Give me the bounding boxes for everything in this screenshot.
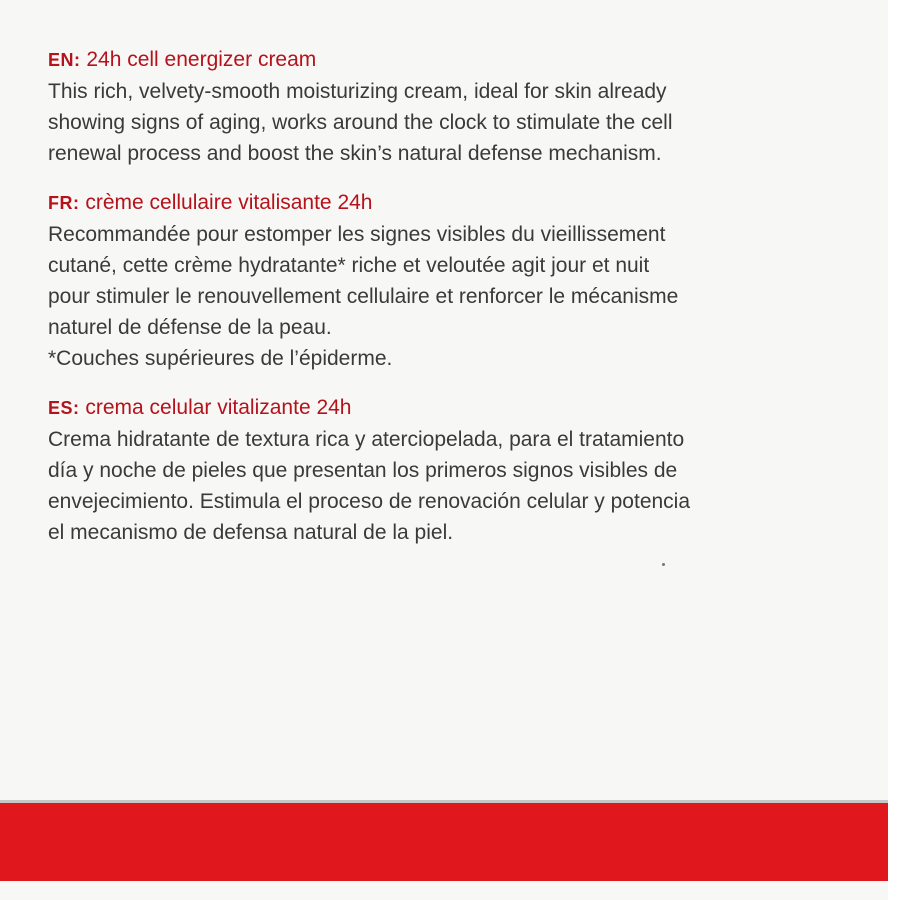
product-title-es: crema celular vitalizante 24h (85, 396, 352, 419)
language-code-en: EN: (48, 50, 81, 70)
page-edge (888, 0, 900, 900)
language-code-fr: FR: (48, 193, 80, 213)
section-fr (48, 187, 868, 374)
description-en: This rich, velvety-smooth moisturizing cream, ideal for skin already showing signs of aging, works around the clock to stimulate the cell renewal process and boost the skin’s natural defense mechanism. (48, 80, 673, 165)
print-speck (662, 563, 665, 566)
product-title-fr: crème cellulaire vitalisante 24h (85, 191, 373, 214)
section-es (48, 392, 868, 548)
section-heading-fr (48, 187, 868, 219)
label-text-area (48, 44, 868, 566)
description-fr: Recommandée pour estomper les signes visibles du vieillissement cutané, cette crème hydratante* riche et veloutée agit jour et nuit pour stimuler le renouvellement cellulaire et renforcer le mécanisme naturel de défense de la peau. *Couches supérieures de l’épiderme. (48, 223, 679, 370)
red-band (0, 803, 888, 881)
product-title-en: 24h cell energizer cream (86, 48, 317, 71)
section-heading-en (48, 44, 868, 76)
section-heading-es (48, 392, 868, 424)
section-en (48, 44, 868, 169)
language-code-es: ES: (48, 398, 80, 418)
description-es: Crema hidratante de textura rica y aterciopelada, para el tratamiento día y noche de pieles que presentan los primeros signos visibles de envejecimiento. Estimula el proceso de renovación celular y potencia el mecanismo de defensa natural de la piel. (48, 428, 691, 544)
